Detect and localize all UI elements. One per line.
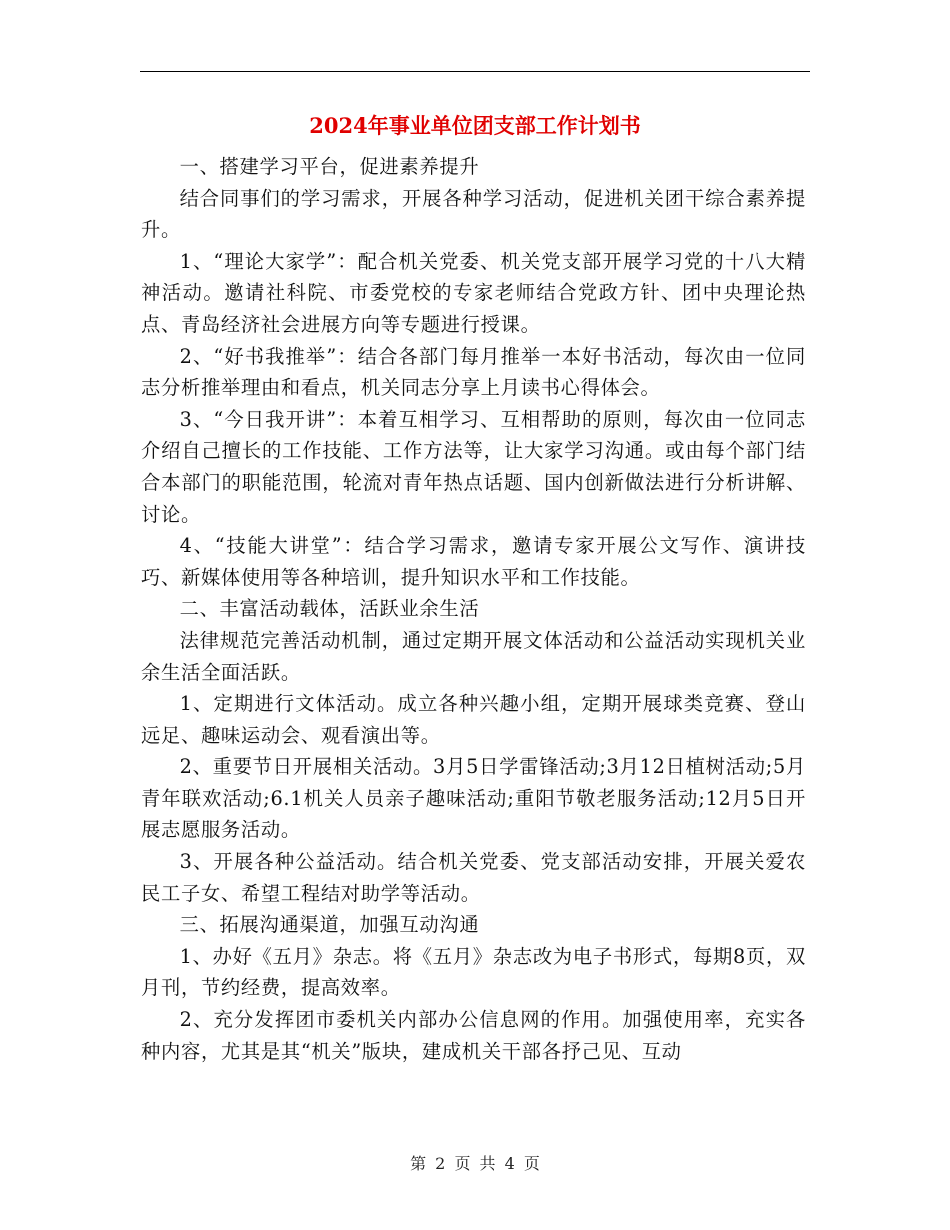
section-heading-3: 三、拓展沟通渠道，加强互动沟通 [179,913,480,937]
section-heading-1: 一、搭建学习平台，促进素养提升 [179,155,480,178]
paragraph: 1、“理论大家学”：配合机关党委、机关党支部开展学习党的十八大精神活动。邀请社科院、市委党校的专家老师结合党政方针、团中央理论热点、青岛经济社会进展方向等专题进行授课。 [141,249,806,336]
paragraph: 3、开展各种公益活动。结合机关党委、党支部活动安排，开展关爱农民工子女、希望工程结对助学等活动。 [141,850,806,905]
section-heading-2: 二、丰富活动载体，活跃业余生活 [179,597,480,621]
paragraph: 1、定期进行文体活动。成立各种兴趣小组，定期开展球类竞赛、登山远足、趣味运动会、观看演出等。 [141,692,806,747]
paragraph: 2、“好书我推举”：结合各部门每月推举一本好书活动，每次由一位同志分析推举理由和看点，机关同志分享上月读书心得体会。 [141,344,806,400]
document-title: 2024年事业单位团支部工作计划书 [309,113,641,138]
paragraph: 4、“技能大讲堂”：结合学习需求，邀请专家开展公文写作、演讲技巧、新媒体使用等各种培训，提升知识水平和工作技能。 [141,534,806,589]
paragraph: 1、办好《五月》杂志。将《五月》杂志改为电子书形式，每期8页，双月刊，节约经费，提高效率。 [141,944,806,1000]
paragraph: 2、重要节日开展相关活动。3月5日学雷锋活动;3月12日植树活动;5月青年联欢活动;6.1机关人员亲子趣味活动;重阳节敬老服务活动;12月5日开展志愿服务活动。 [141,755,806,842]
header-rule [140,71,810,72]
paragraph: 结合同事们的学习需求，开展各种学习活动，促进机关团干综合素养提升。 [141,186,806,242]
document-body [141,151,806,1067]
paragraph: 法律规范完善活动机制，通过定期开展文体活动和公益活动实现机关业余生活全面活跃。 [141,628,806,684]
paragraph: 2、充分发挥团市委机关内部办公信息网的作用。加强使用率，充实各种内容，尤其是其“机关”版块，建成机关干部各抒己见、互动 [141,1008,806,1063]
page-number-footer: 第 2 页 共 4 页 [410,1154,540,1173]
paragraph: 3、“今日我开讲”：本着互相学习、互相帮助的原则，每次由一位同志介绍自己擅长的工作技能、工作方法等，让大家学习沟通。或由每个部门结合本部门的职能范围，轮流对青年热点话题、国内创新做法进行分析讲解、讨论。 [141,407,806,526]
